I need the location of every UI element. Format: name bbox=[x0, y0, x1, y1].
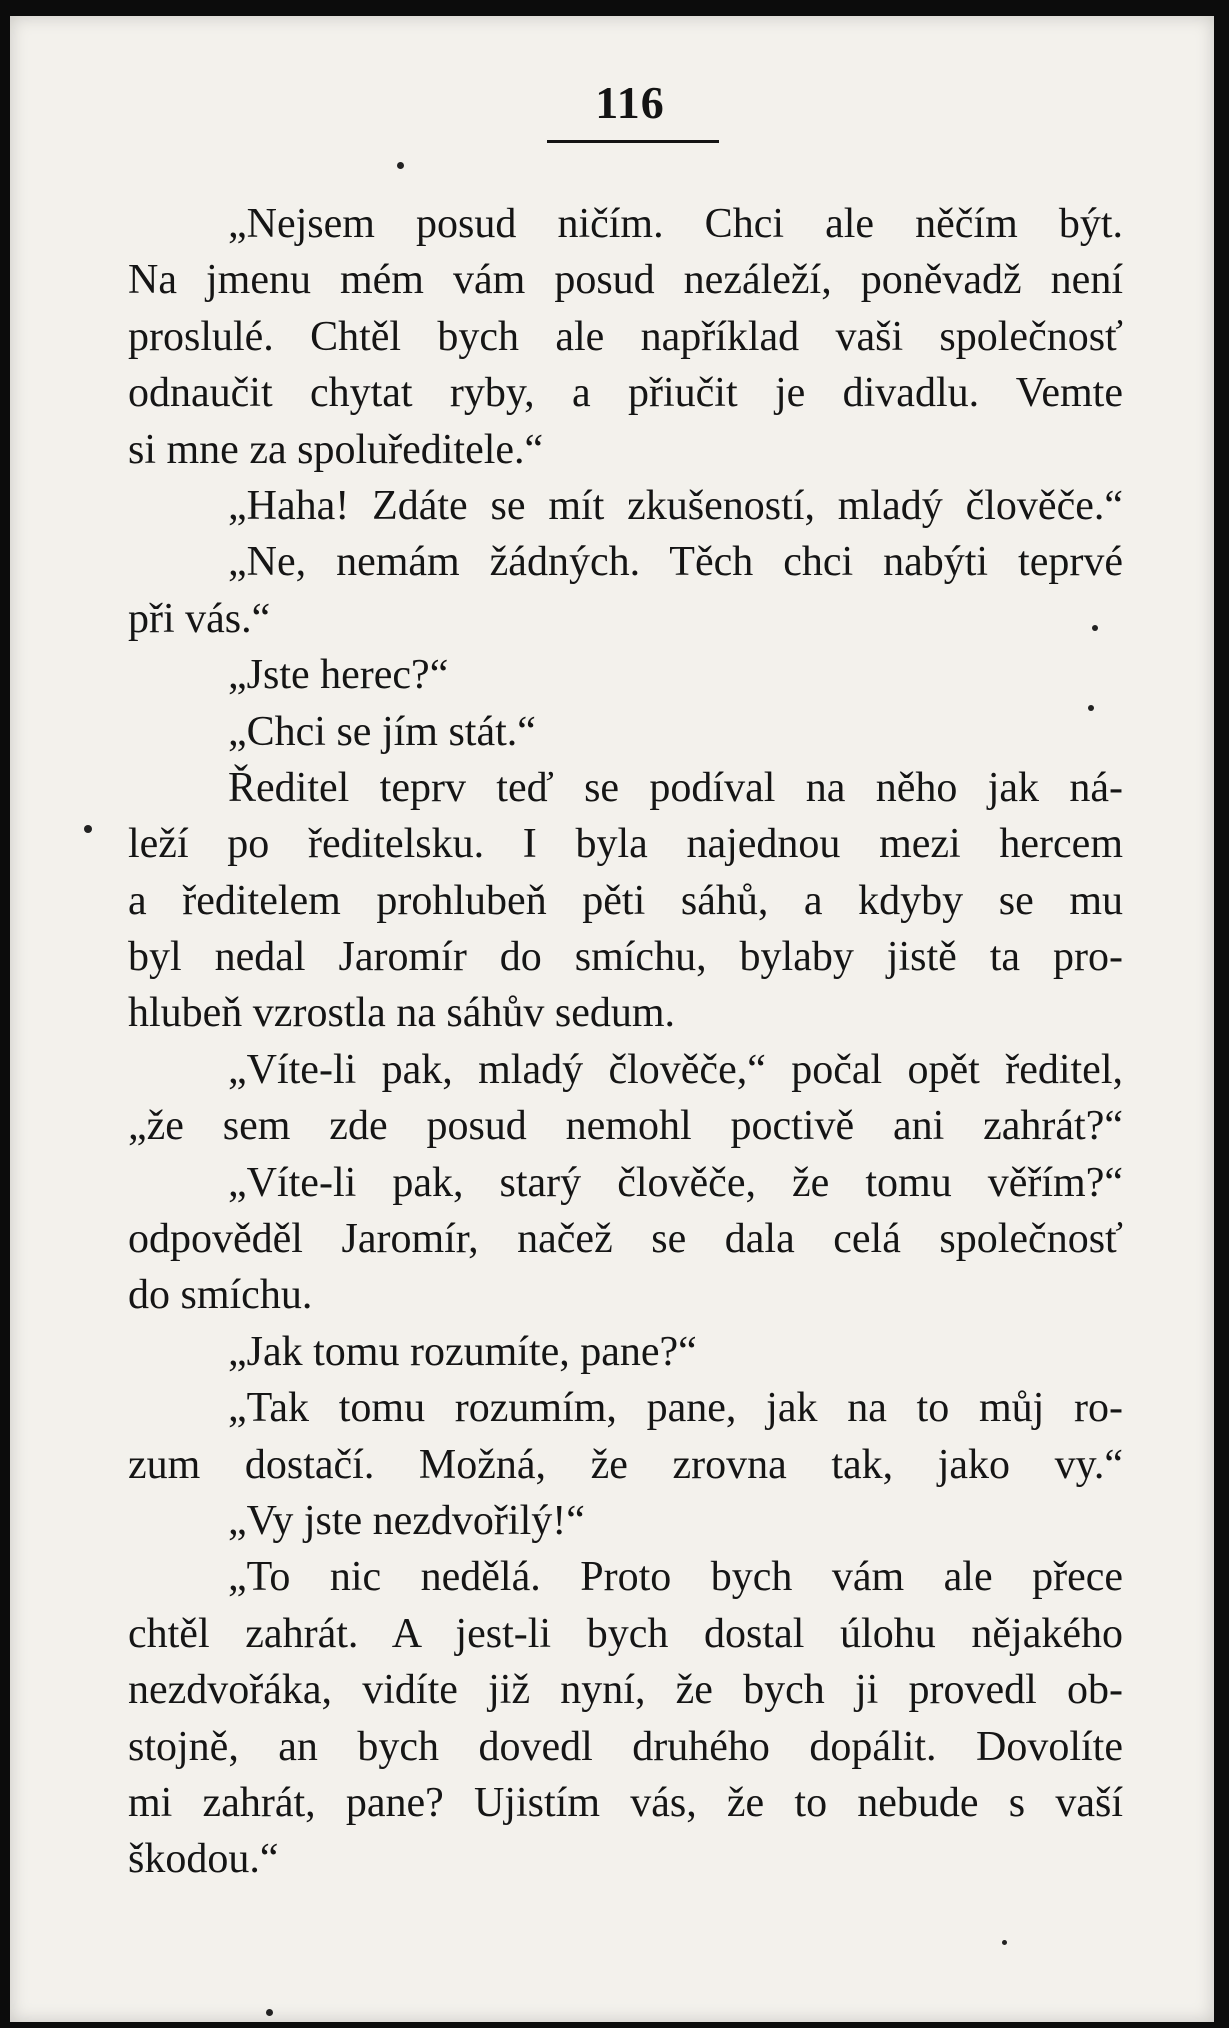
text-line: „že sem zde posud nemohl poctivě ani zahrát?“ bbox=[128, 1103, 1123, 1150]
text-line: „Haha! Zdáte se mít zkušeností, mladý člověče.“ bbox=[228, 482, 1123, 529]
body-text bbox=[128, 196, 1123, 1888]
text-line: „Jste herec?“ bbox=[228, 652, 449, 699]
text-line: leží po ředitelsku. I byla najednou mezi hercem bbox=[128, 821, 1123, 868]
print-speck bbox=[1088, 705, 1094, 711]
text-line: Ředitel teprv teď se podíval na něho jak ná- bbox=[228, 764, 1123, 811]
text-line: „Víte-li pak, mladý člověče,“ počal opět ředitel, bbox=[228, 1046, 1123, 1093]
text-line: „Jak tomu rozumíte, pane?“ bbox=[228, 1328, 697, 1375]
text-line: nezdvořáka, vidíte již nyní, že bych ji provedl ob- bbox=[128, 1667, 1123, 1714]
text-line: byl nedal Jaromír do smíchu, bylaby jistě ta pro- bbox=[128, 934, 1123, 981]
text-line: odnaučit chytat ryby, a přiučit je divadlu. Vemte bbox=[128, 370, 1123, 417]
text-line: Na jmenu mém vám posud nezáleží, poněvadž není bbox=[128, 257, 1123, 304]
print-speck bbox=[266, 2009, 273, 2016]
text-line: „To nic nedělá. Proto bych vám ale přece bbox=[228, 1554, 1123, 1601]
print-speck bbox=[84, 825, 92, 833]
book-page bbox=[10, 16, 1214, 2022]
text-line: do smíchu. bbox=[128, 1272, 313, 1319]
text-line: stojně, an bych dovedl druhého dopálit. Dovolíte bbox=[128, 1723, 1123, 1770]
text-line: „Vy jste nezdvořilý!“ bbox=[228, 1497, 585, 1544]
page-number-rule bbox=[547, 140, 719, 143]
text-line: „Nejsem posud ničím. Chci ale něčím být. bbox=[228, 201, 1123, 247]
print-speck bbox=[397, 162, 404, 169]
text-line: při vás.“ bbox=[128, 595, 271, 642]
text-line: zum dostačí. Možná, že zrovna tak, jako vy.“ bbox=[128, 1441, 1123, 1488]
text-line: škodou.“ bbox=[128, 1836, 279, 1883]
text-line: odpověděl Jaromír, načež se dala celá společnosť bbox=[128, 1216, 1123, 1263]
print-speck bbox=[1092, 625, 1098, 631]
text-line: „Ne, nemám žádných. Těch chci nabýti teprvé bbox=[228, 539, 1123, 586]
text-line: mi zahrát, pane? Ujistím vás, že to nebude s vaší bbox=[128, 1779, 1123, 1826]
text-line: chtěl zahrát. A jest-li bych dostal úlohu nějakého bbox=[128, 1610, 1123, 1657]
print-speck bbox=[1002, 1940, 1007, 1945]
text-line: „Víte-li pak, starý člověče, že tomu věřím?“ bbox=[228, 1159, 1123, 1206]
text-line: proslulé. Chtěl bych ale například vaši společnosť bbox=[128, 313, 1123, 360]
text-line: a ředitelem prohlubeň pěti sáhů, a kdyby se mu bbox=[128, 877, 1123, 924]
page-number: 116 bbox=[595, 77, 665, 128]
text-line: si mne za spoluředitele.“ bbox=[128, 426, 544, 473]
text-line: „Chci se jím stát.“ bbox=[228, 708, 536, 755]
text-line: hlubeň vzrostla na sáhův sedum. bbox=[128, 990, 676, 1037]
text-line: „Tak tomu rozumím, pane, jak na to můj ro- bbox=[228, 1385, 1123, 1432]
